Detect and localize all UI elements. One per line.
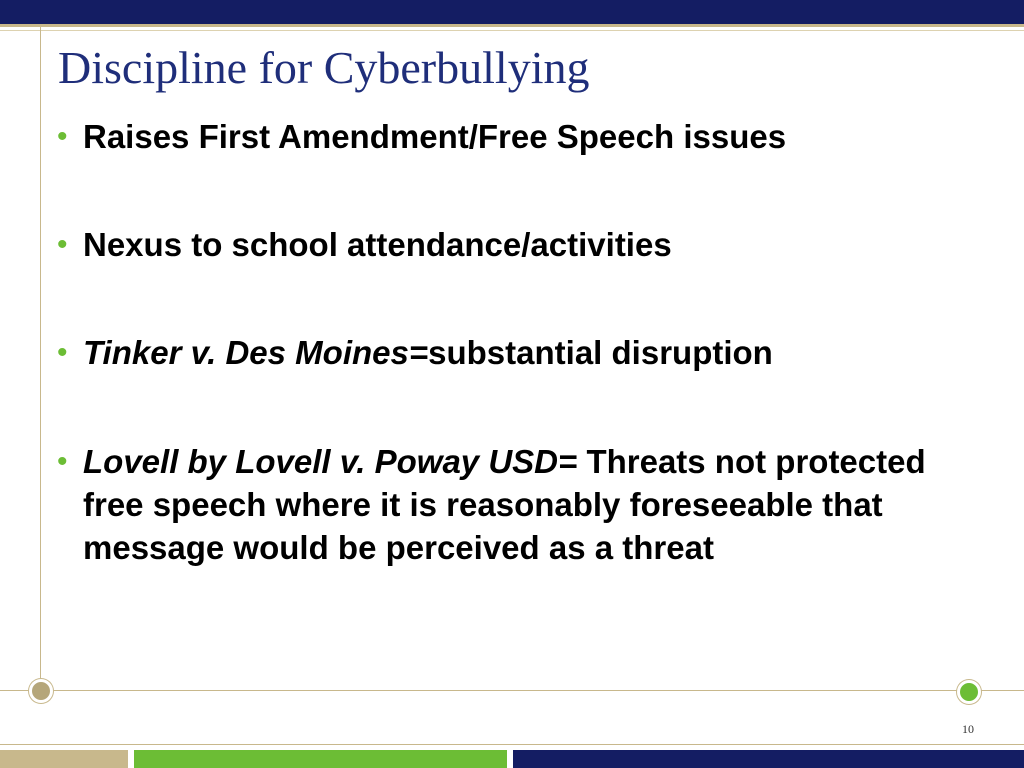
bullet-text: substantial disruption <box>428 334 773 371</box>
case-name: Tinker v. Des Moines= <box>83 334 429 371</box>
top-thin-line <box>0 30 1024 31</box>
bullet-dot-icon: • <box>57 445 68 478</box>
frame-left-line <box>40 27 41 679</box>
bullet-text: Nexus to school attendance/activities <box>83 226 672 263</box>
bullet-dot-icon: • <box>57 228 68 261</box>
bullet-item-nexus <box>57 224 987 266</box>
tan-circle-ornament <box>29 679 53 703</box>
slide-title: Discipline for Cyberbullying <box>58 42 590 93</box>
bottom-green-strip <box>134 750 507 768</box>
bullet-text: Raises First Amendment/Free Speech issues <box>83 118 787 155</box>
page-number: 10 <box>962 722 974 736</box>
bottom-navy-strip <box>513 750 1024 768</box>
bullet-text: Threats not protected free speech where it is reasonably foreseeable that message would be perceived as a threat <box>83 443 926 566</box>
bottom-tan-strip <box>0 750 128 768</box>
bullet-dot-icon: • <box>57 336 68 369</box>
top-navy-bar <box>0 0 1024 24</box>
top-tan-line <box>0 24 1024 27</box>
bullet-item-tinker <box>57 332 987 374</box>
frame-bottom-line <box>0 690 1024 691</box>
case-name: Lovell by Lovell v. Poway USD= <box>83 443 587 480</box>
bottom-tan-line <box>0 744 1024 745</box>
green-circle-ornament <box>957 680 981 704</box>
bullet-item-first-amendment <box>57 116 987 158</box>
bullet-item-lovell <box>57 440 987 569</box>
bullet-list <box>57 116 987 635</box>
bullet-dot-icon: • <box>57 120 68 153</box>
